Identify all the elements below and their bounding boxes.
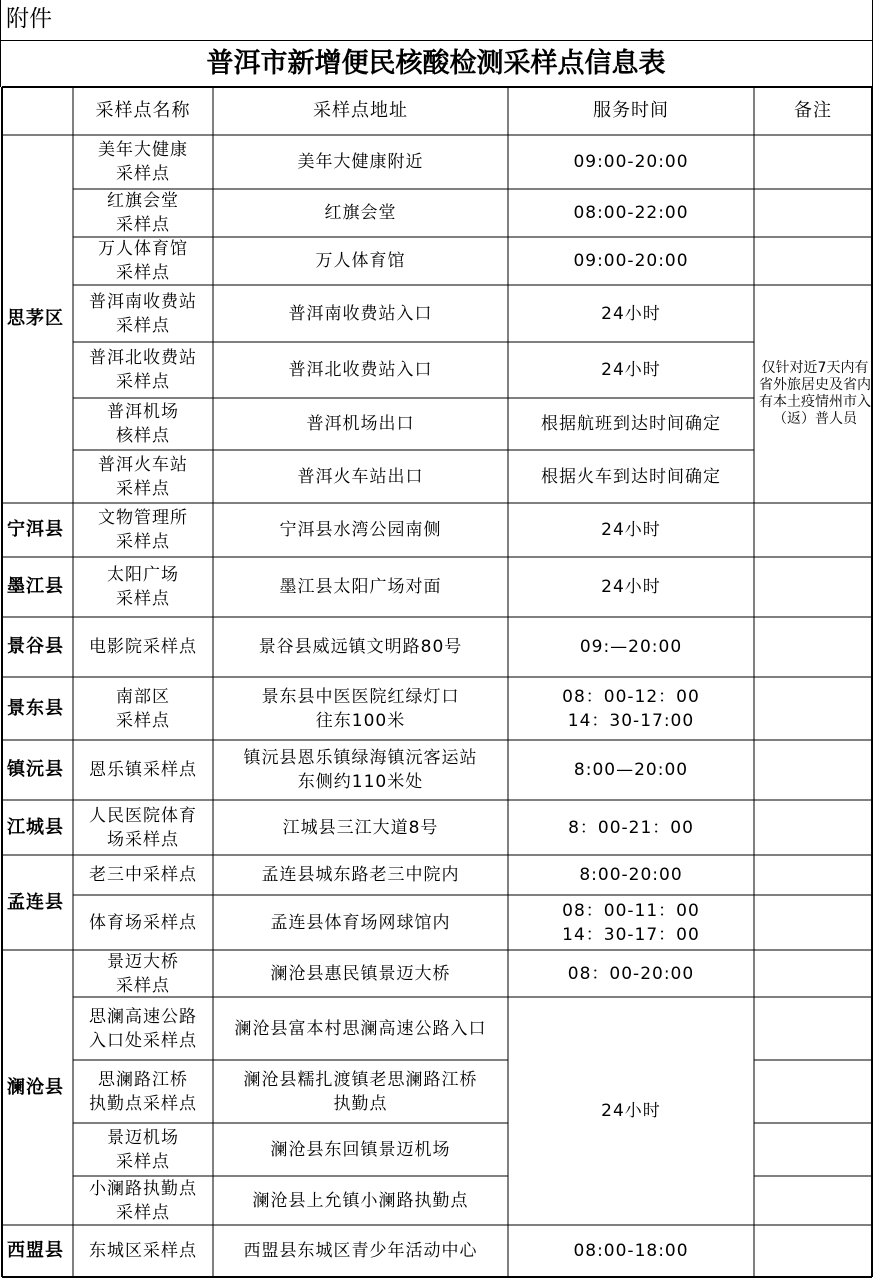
service-time-cell: 24小时 xyxy=(601,1101,661,1121)
site-name-cell: 美年大健康 采样点 xyxy=(98,140,188,184)
site-name-cell: 思澜高速公路 入口处采样点 xyxy=(89,1006,197,1051)
service-time-cell: 08：00-12：00 14：30-17:00 xyxy=(562,686,700,731)
site-address-cell: 孟连县城东路老三中院内 xyxy=(261,865,460,885)
site-name-cell: 老三中采样点 xyxy=(89,865,197,885)
site-address-cell: 宁洱县水湾公园南侧 xyxy=(279,520,442,540)
site-address-cell: 万人体育馆 xyxy=(315,251,406,271)
column-header: 服务时间 xyxy=(593,100,669,121)
service-time-cell: 24小时 xyxy=(601,577,661,597)
site-address-cell: 景东县中医医院红绿灯口 往东100米 xyxy=(261,686,460,731)
service-time-cell: 8：00-21：00 xyxy=(568,817,694,838)
region-cell: 景东县 xyxy=(7,697,64,719)
service-time-cell: 08：00-20:00 xyxy=(567,963,695,984)
column-header: 采样点地址 xyxy=(313,100,408,121)
column-header: 备注 xyxy=(794,100,832,121)
region-cell: 景谷县 xyxy=(7,636,64,657)
site-name-cell: 万人体育馆 采样点 xyxy=(98,239,188,283)
site-name-cell: 东城区采样点 xyxy=(89,1241,197,1261)
site-name-cell: 体育场采样点 xyxy=(89,912,197,933)
site-address-cell: 澜沧县上允镇小澜路执勤点 xyxy=(252,1190,469,1211)
service-time-cell: 24小时 xyxy=(601,360,661,380)
site-address-cell: 西盟县东城区青少年活动中心 xyxy=(243,1241,478,1261)
site-name-cell: 普洱南收费站 采样点 xyxy=(89,291,197,336)
site-name-cell: 南部区 采样点 xyxy=(116,686,170,731)
service-time-cell: 8:00—20:00 xyxy=(573,760,689,780)
service-time-cell: 09:—20:00 xyxy=(579,637,683,657)
site-address-cell: 江城县三江大道8号 xyxy=(282,817,439,838)
site-address-cell: 孟连县体育场网球馆内 xyxy=(270,912,451,933)
site-name-cell: 红旗会堂 采样点 xyxy=(107,191,179,235)
site-name-cell: 人民医院体育 场采样点 xyxy=(89,805,197,850)
service-time-cell: 根据航班到达时间确定 xyxy=(541,414,721,434)
region-cell: 宁洱县 xyxy=(7,519,64,540)
site-address-cell: 美年大健康附近 xyxy=(297,152,424,172)
site-name-cell: 普洱北收费站 采样点 xyxy=(89,348,197,392)
region-cell: 墨江县 xyxy=(7,576,64,597)
site-address-cell: 澜沧县东回镇景迈机场 xyxy=(270,1139,451,1160)
region-cell: 镇沅县 xyxy=(7,759,64,780)
site-address-cell: 景谷县威远镇文明路80号 xyxy=(258,637,463,657)
column-header: 采样点名称 xyxy=(95,100,191,121)
service-time-cell: 08：00-11：00 14：30-17：00 xyxy=(562,900,700,945)
region-cell: 西盟县 xyxy=(7,1240,64,1261)
site-address-cell: 普洱机场出口 xyxy=(306,414,415,434)
attachment-label: 附件 xyxy=(6,6,52,32)
service-time-cell: 24小时 xyxy=(601,303,661,324)
site-name-cell: 景迈大桥 采样点 xyxy=(107,951,179,996)
site-name-cell: 文物管理所 采样点 xyxy=(98,508,188,552)
site-name-cell: 小澜路执勤点 采样点 xyxy=(89,1178,197,1223)
site-name-cell: 太阳广场 采样点 xyxy=(107,565,179,609)
service-time-cell: 24小时 xyxy=(601,520,661,540)
site-name-cell: 思澜路江桥 执勤点采样点 xyxy=(89,1069,197,1114)
site-address-cell: 红旗会堂 xyxy=(324,203,397,223)
service-time-cell: 08:00-18:00 xyxy=(573,1241,689,1261)
site-name-cell: 普洱机场 核样点 xyxy=(107,402,179,446)
site-address-cell: 镇沅县恩乐镇绿海镇沅客运站 东侧约110米处 xyxy=(243,748,478,792)
service-time-cell: 08:00-22:00 xyxy=(573,203,689,223)
site-address-cell: 澜沧县糯扎渡镇老思澜路江桥 执勤点 xyxy=(243,1069,478,1114)
site-name-cell: 电影院采样点 xyxy=(89,637,197,657)
site-address-cell: 澜沧县富本村思澜高速公路入口 xyxy=(234,1018,487,1039)
site-address-cell: 墨江县太阳广场对面 xyxy=(279,577,442,597)
region-cell: 江城县 xyxy=(7,816,64,838)
site-name-cell: 恩乐镇采样点 xyxy=(89,760,197,780)
region-cell: 孟连县 xyxy=(7,891,64,913)
service-time-cell: 8:00-20:00 xyxy=(579,865,683,885)
service-time-cell: 09:00-20:00 xyxy=(573,152,689,172)
page-title: 普洱市新增便民核酸检测采样点信息表 xyxy=(206,48,666,79)
site-address-cell: 普洱南收费站入口 xyxy=(288,303,433,324)
site-address-cell: 澜沧县惠民镇景迈大桥 xyxy=(270,963,451,984)
site-address-cell: 普洱北收费站入口 xyxy=(288,360,433,380)
site-name-cell: 景迈机场 采样点 xyxy=(107,1127,179,1172)
site-name-cell: 普洱火车站 采样点 xyxy=(98,454,188,499)
service-time-cell: 根据火车到达时间确定 xyxy=(541,466,721,487)
note-cell: 仅针对近7天内有省外旅居史及省内有本土疫情州市入（返）普人员 xyxy=(759,360,871,427)
region-cell: 思茅区 xyxy=(7,308,64,329)
service-time-cell: 09:00-20:00 xyxy=(573,251,689,271)
site-address-cell: 普洱火车站出口 xyxy=(297,466,424,487)
region-cell: 澜沧县 xyxy=(7,1076,64,1098)
